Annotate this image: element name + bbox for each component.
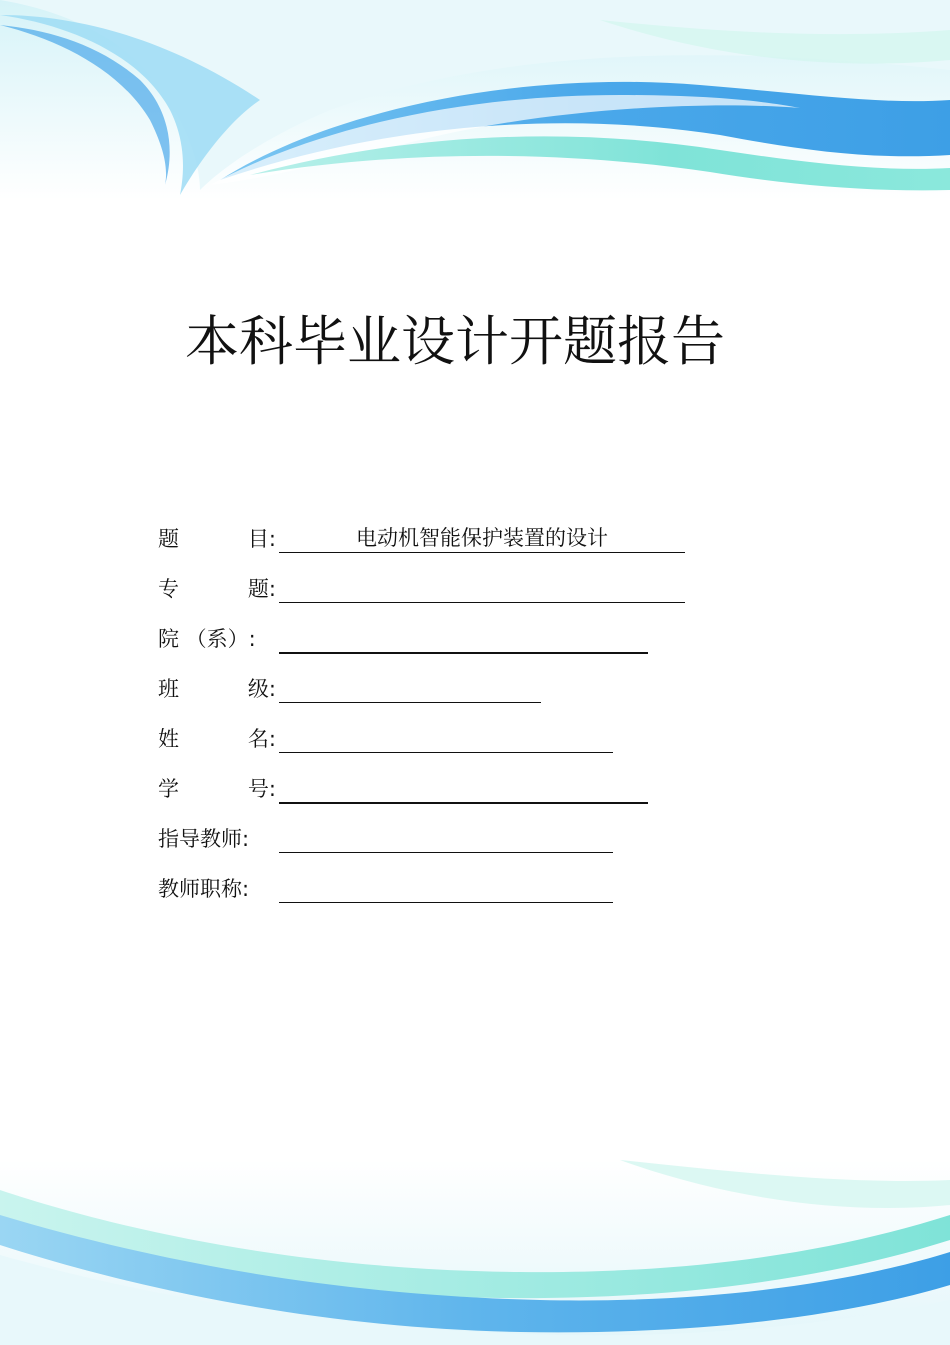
subject-label: 专 题: — [158, 577, 276, 601]
topic-value: 电动机智能保护装置的设计 — [356, 526, 608, 550]
student-id-field[interactable] — [279, 774, 648, 804]
advisor-row — [158, 820, 718, 870]
bottom-wave-decoration — [0, 1160, 950, 1345]
advisor-title-row — [158, 870, 718, 920]
advisor-title-field[interactable] — [279, 874, 613, 903]
top-wave-decoration — [0, 0, 950, 260]
advisor-field[interactable] — [279, 824, 613, 853]
class-row — [158, 670, 718, 720]
college-field[interactable] — [279, 624, 648, 654]
college-label: 院 （系）: — [158, 627, 256, 651]
student-id-label: 学 号: — [158, 777, 276, 801]
cover-info-form — [158, 520, 718, 920]
subject-row — [158, 570, 718, 620]
page-title: 本科毕业设计开题报告 — [185, 310, 725, 373]
advisor-label: 指导教师: — [158, 827, 250, 851]
topic-row — [158, 520, 718, 570]
advisor-title-label: 教师职称: — [158, 877, 250, 901]
class-field[interactable] — [279, 674, 541, 703]
topic-label: 题 目: — [158, 527, 276, 551]
class-label: 班 级: — [158, 677, 276, 701]
college-row — [158, 620, 718, 670]
topic-field[interactable] — [279, 524, 685, 553]
student-id-row — [158, 770, 718, 820]
name-field[interactable] — [279, 724, 613, 753]
subject-field[interactable] — [279, 574, 685, 603]
name-row — [158, 720, 718, 770]
name-label: 姓 名: — [158, 727, 276, 751]
